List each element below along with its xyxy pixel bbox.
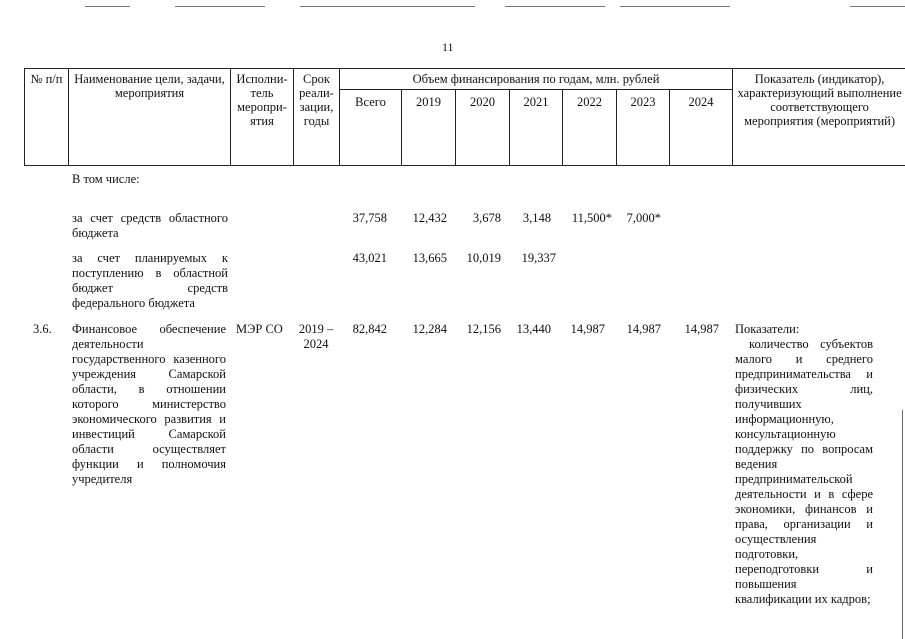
federal-budget-label: за счет планируемых к поступлению в областной бюджет средств федерального бюджета: [72, 251, 228, 310]
item-2020: 12,156: [466, 322, 501, 336]
scan-edge-line: [902, 410, 903, 639]
top-rule: [300, 6, 475, 7]
regional-2019: 12,432: [412, 211, 447, 225]
regional-budget-label: за счет средств областного бюджета: [72, 211, 228, 240]
regional-2022: 11,500*: [571, 211, 612, 225]
regional-2020: 3,678: [472, 211, 501, 225]
header-term: Срок реали-зации, годы: [294, 69, 340, 166]
top-rule: [505, 6, 605, 7]
federal-2021: 19,337: [521, 251, 556, 265]
header-year: 2020: [456, 89, 510, 165]
top-rule: [85, 6, 130, 7]
federal-total: 43,021: [352, 251, 387, 265]
header-year: 2019: [402, 89, 456, 165]
indicator-title: Показатели:: [735, 322, 800, 336]
federal-2020: 10,019: [466, 251, 501, 265]
regional-2021: 3,148: [522, 211, 551, 225]
top-rule: [850, 6, 905, 7]
header-year: 2022: [563, 89, 617, 165]
table-header: [24, 68, 905, 166]
item-2021: 13,440: [516, 322, 551, 336]
federal-2019: 13,665: [412, 251, 447, 265]
item-2019: 12,284: [412, 322, 447, 336]
header-indicator: Показатель (индикатор), характеризующий выполнение соответствующего мероприятия (мероприятий): [733, 69, 905, 166]
indicator-text: количество субъектов малого и среднего предпринимательства и физических лиц, получивших информационную, консультационную поддержку по вопросам ведения предпринимательской деятельности и в сфере экономики, финансов и права, организации и осуществления подготовки, переподготовки и повышения квалификации их кадров;: [735, 337, 873, 606]
item-number: 3.6.: [33, 322, 52, 336]
header-name: Наименование цели, задачи, мероприятия: [69, 69, 231, 166]
header-year: 2024: [670, 89, 733, 165]
item-name: Финансовое обеспечение деятельности государственного казенного учреждения Самарской области, в отношении которого министерство экономического развития и инвестиций Самарской области осуществляет функции и полномочия учредителя: [72, 322, 226, 486]
top-rule: [175, 6, 265, 7]
regional-2023: 7,000*: [626, 211, 661, 225]
item-2022: 14,987: [570, 322, 605, 336]
header-financing: Объем финансирования по годам, млн. рублей: [340, 69, 733, 90]
header-executor: Исполни-тель меропри-ятия: [231, 69, 294, 166]
header-num: № п/п: [25, 69, 69, 166]
header-total: Всего: [340, 89, 402, 165]
item-term: 2019 – 2024: [298, 322, 334, 351]
including-label: В том числе:: [72, 172, 140, 186]
regional-total: 37,758: [352, 211, 387, 225]
header-year: 2023: [617, 89, 670, 165]
item-2024: 14,987: [684, 322, 719, 336]
header-year: 2021: [510, 89, 563, 165]
page-number: 11: [442, 40, 454, 54]
item-executor: МЭР СО: [236, 322, 283, 336]
top-rule: [620, 6, 730, 7]
item-total: 82,842: [352, 322, 387, 336]
item-2023: 14,987: [626, 322, 661, 336]
